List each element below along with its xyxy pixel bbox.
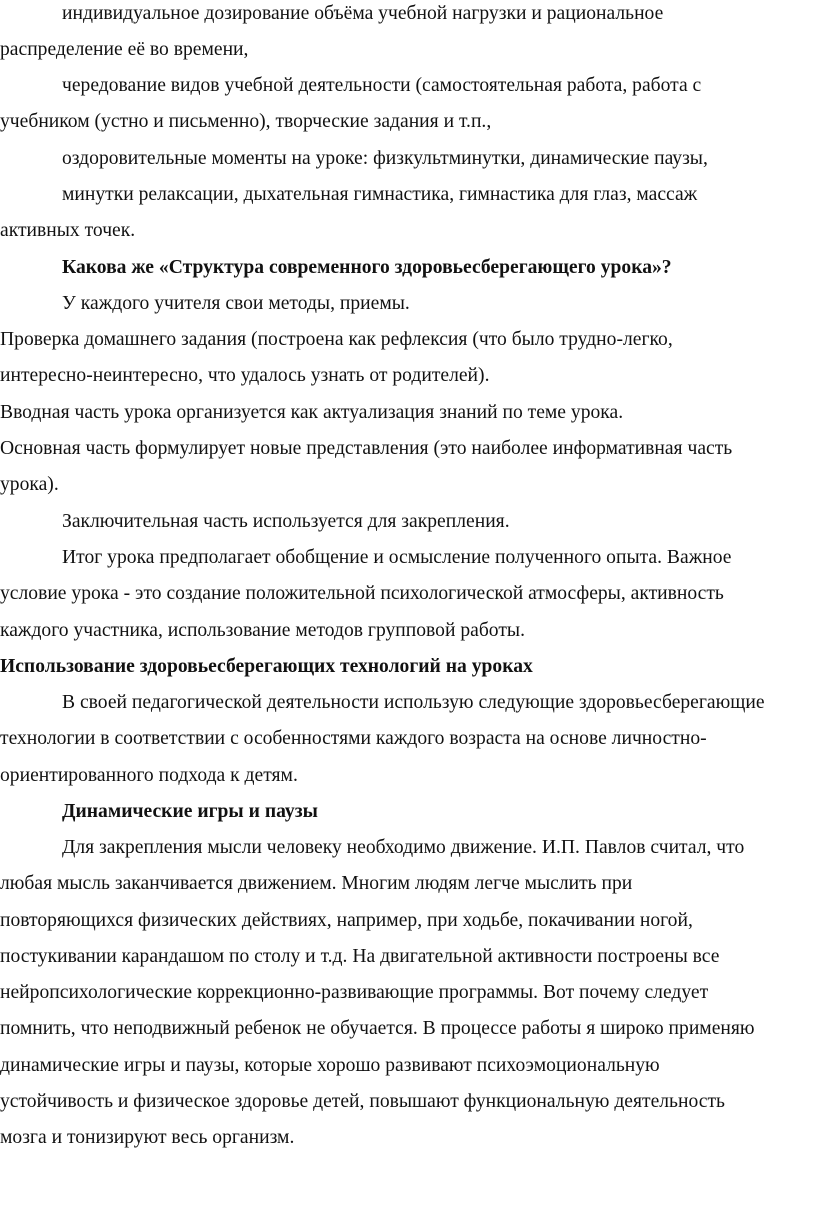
text-line: условие урока - это создание положительной психологической атмосферы, активность [0, 583, 724, 605]
text-line: повторяющихся физических действиях, например, при ходьбе, покачивании ногой, [0, 909, 693, 931]
text-line: постукивании карандашом по столу и т.д. На двигательной активности построены все [0, 945, 720, 967]
text-line: Вводная часть урока организуется как актуализация знаний по теме урока. [0, 402, 624, 423]
paragraph-main-part [0, 431, 816, 504]
paragraph-intro-part [0, 395, 816, 431]
text-line: динамические игры и паузы, которые хорошо развивают психоэмоциональную [0, 1054, 660, 1076]
heading-text: Использование здоровьесберегающих технологий на уроках [0, 656, 533, 677]
text-line: технологии в соответствии с особенностями каждого возраста на основе личностно- [0, 728, 707, 750]
text-line: урока). [0, 474, 59, 496]
text-line: Для закрепления мысли человеку необходимо движение. И.П. Павлов считал, что [62, 837, 745, 858]
heading-text: Динамические игры и паузы [62, 801, 318, 822]
text-line: каждого участника, использование методов групповой работы. [0, 619, 525, 641]
text-line: Основная часть формулирует новые представления (это наиболее информативная часть [0, 438, 733, 459]
text-line: интересно-неинтересно, что удалось узнать от родителей). [0, 365, 490, 387]
text-line: Заключительная часть используется для закрепления. [62, 511, 510, 532]
text-line: Проверка домашнего задания (построена как рефлексия (что было трудно-легко, [0, 329, 673, 350]
text-line: мозга и тонизируют весь организм. [0, 1127, 295, 1149]
text-line: В своей педагогической деятельности использую следующие здоровьесберегающие [62, 692, 765, 713]
paragraph-pedagogical-activity [0, 685, 816, 794]
text-line: нейропсихологические коррекционно-развивающие программы. Вот почему следует [0, 982, 709, 1004]
paragraph-homework-check [0, 322, 816, 395]
paragraph-health-moments [0, 141, 816, 177]
heading-lesson-structure [0, 250, 816, 286]
text-line: оздоровительные моменты на уроке: физкультминутки, динамические паузы, [62, 148, 708, 169]
text-line: индивидуальное дозирование объёма учебной нагрузки и рациональное [62, 3, 664, 24]
paragraph-movement [0, 830, 816, 1157]
paragraph-lesson-summary [0, 540, 816, 649]
paragraph-final-part [0, 504, 816, 540]
text-line: распределение её во времени, [0, 39, 249, 61]
paragraph-teacher-methods [0, 286, 816, 322]
text-line: Итог урока предполагает обобщение и осмысление полученного опыта. Важное [62, 547, 732, 568]
section-heading-technologies [0, 649, 816, 685]
text-line: помнить, что неподвижный ребенок не обучается. В процессе работы я широко применяю [0, 1018, 755, 1040]
paragraph-alternation [0, 68, 816, 141]
heading-dynamic-games [0, 794, 816, 830]
text-line: минутки релаксации, дыхательная гимнастика, гимнастика для глаз, массаж [62, 184, 698, 205]
text-line: учебником (устно и письменно), творческие задания и т.п., [0, 111, 492, 133]
paragraph-relaxation [0, 177, 816, 250]
text-line: активных точек. [0, 220, 136, 242]
text-line: чередование видов учебной деятельности (самостоятельная работа, работа с [62, 75, 702, 96]
paragraph-dosing [0, 0, 816, 69]
text-line: любая мысль заканчивается движением. Многим людям легче мыслить при [0, 873, 633, 895]
text-line: ориентированного подхода к детям. [0, 764, 298, 786]
heading-text: Какова же «Структура современного здоровьесберегающего урока»? [62, 257, 672, 278]
text-line: устойчивость и физическое здоровье детей, повышают функциональную деятельность [0, 1091, 725, 1113]
text-line: У каждого учителя свои методы, приемы. [62, 293, 410, 314]
